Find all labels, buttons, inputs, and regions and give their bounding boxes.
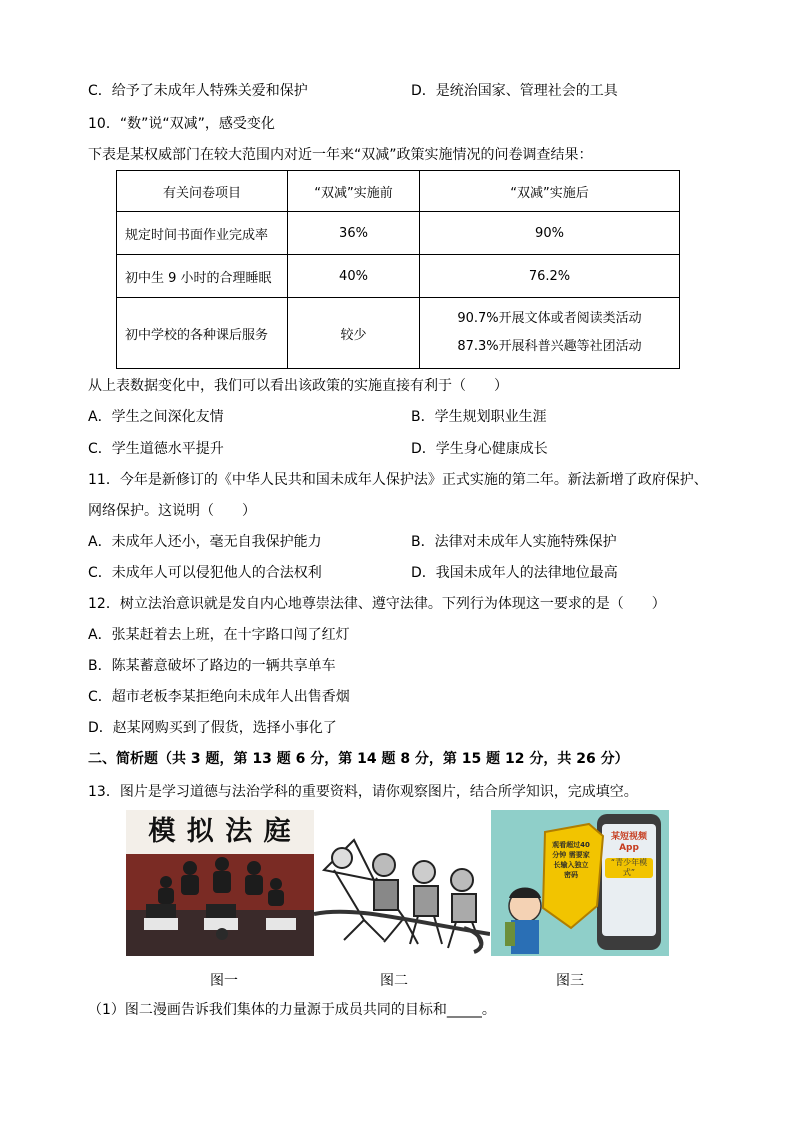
q13-line1: 13．图片是学习道德与法治学科的重要资料，请你观察图片，结合所学知识，完成填空。: [88, 784, 638, 800]
q12-option-b: B．陈某蓄意破坏了路边的一辆共享单车: [88, 658, 336, 674]
table-cell: 初中生 9 小时的合理睡眠: [117, 255, 288, 298]
table-cell: 较少: [288, 298, 420, 369]
table-cell: [420, 298, 680, 369]
survey-table: [116, 170, 680, 369]
figure-tug-of-war: [314, 810, 490, 956]
q10-option-d: D．学生身心健康成长: [411, 441, 548, 457]
figure-caption-3: 图三: [556, 973, 584, 989]
figure-mock-court: [126, 810, 314, 956]
figure-teen-mode: [491, 810, 669, 956]
table-cell: 规定时间书面作业完成率: [117, 212, 288, 255]
q11-option-d: D．我国未成年人的法律地位最高: [411, 565, 618, 581]
court-sign: 模 拟 法 庭: [126, 810, 314, 854]
table-cell: 初中学校的各种课后服务: [117, 298, 288, 369]
table-row: [117, 255, 680, 298]
figure-caption-1: 图一: [210, 973, 238, 989]
q11-option-c: C．未成年人可以侵犯他人的合法权利: [88, 565, 322, 581]
q10-option-a: A．学生之间深化友情: [88, 409, 224, 425]
q11-option-b: B．法律对未成年人实施特殊保护: [411, 534, 617, 550]
table-header-cell: “双减”实施后: [420, 171, 680, 212]
shield-text: 观看超过40分钟 需要家长输入独立密码: [552, 841, 590, 879]
q13-sub1: （1）图二漫画告诉我们集体的力量源于成员共同的目标和_____。: [88, 1002, 496, 1018]
table-cell: 90%: [420, 212, 680, 255]
teen-mode-label: “青少年模式”: [605, 858, 653, 878]
q11-option-a: A．未成年人还小，毫无自我保护能力: [88, 534, 322, 550]
q10-option-c: C．学生道德水平提升: [88, 441, 224, 457]
q12-line1: 12．树立法治意识就是发自内心地尊崇法律、遵守法律。下列行为体现这一要求的是（ ）: [88, 596, 666, 612]
q11-line1: 11．今年是新修订的《中华人民共和国未成年人保护法》正式实施的第二年。新法新增了政府保护、: [88, 472, 708, 488]
section-heading: 二、简析题（共 3 题，第 13 题 6 分，第 14 题 8 分，第 15 题 12 分，共 26 分）: [88, 751, 629, 767]
table-header-row: [117, 171, 680, 212]
q12-option-d: D．赵某网购买到了假货，选择小事化了: [88, 720, 337, 736]
figure-caption-2: 图二: [380, 973, 408, 989]
q12-option-a: A．张某赶着去上班，在十字路口闯了红灯: [88, 627, 350, 643]
table-header-cell: “双减”实施前: [288, 171, 420, 212]
table-row: [117, 212, 680, 255]
court-scene: [126, 810, 314, 956]
app-name-label: 某短视频App: [610, 832, 647, 853]
table-row: [117, 298, 680, 369]
table-cell-line: 90.7%开展文体或者阅读类活动: [457, 311, 642, 326]
q10-question: 从上表数据变化中，我们可以看出该政策的实施直接有利于（ ）: [88, 378, 508, 394]
q11-line2: 网络保护。这说明（ ）: [88, 503, 256, 519]
tug-of-war-cartoon: [314, 810, 490, 956]
q9-option-c: C．给予了未成年人特殊关爱和保护: [88, 83, 308, 99]
q10-title: 10．“数”说“双减”，感受变化: [88, 116, 275, 132]
q10-intro: 下表是某权威部门在较大范围内对近一年来“双减”政策实施情况的问卷调查结果：: [88, 147, 593, 163]
q9-option-d: D．是统治国家、管理社会的工具: [411, 83, 618, 99]
table-cell-line: 87.3%开展科普兴趣等社团活动: [457, 339, 642, 354]
table-cell: 76.2%: [420, 255, 680, 298]
table-header-cell: 有关问卷项目: [117, 171, 288, 212]
q10-option-b: B．学生规划职业生涯: [411, 409, 547, 425]
table-cell: 36%: [288, 212, 420, 255]
shield-icon: [491, 810, 669, 956]
q12-option-c: C．超市老板李某拒绝向未成年人出售香烟: [88, 689, 350, 705]
table-cell: 40%: [288, 255, 420, 298]
